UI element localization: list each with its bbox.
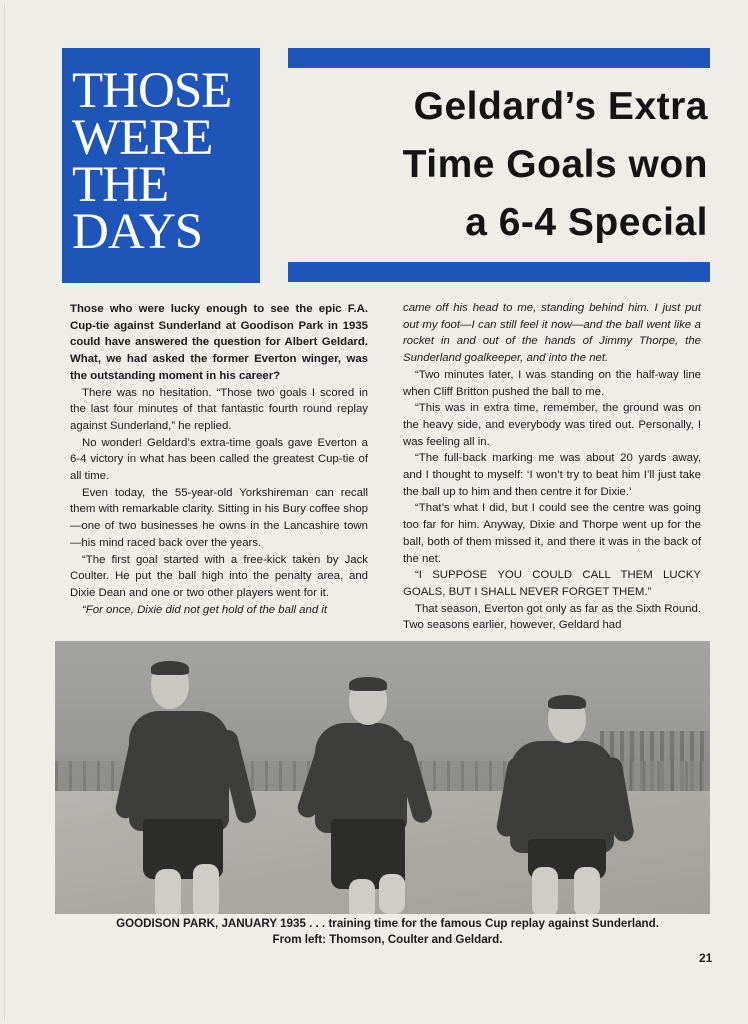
page-number: 21 — [699, 951, 713, 965]
caption-line: GOODISON PARK, JANUARY 1935 . . . training time for the famous Cup replay against Sunderland. — [116, 917, 659, 930]
article-paragraph: Even today, the 55-year-old Yorkshireman can recall them with remarkable clarity. Sitting in his Bury coffee shop—one of two businesses he owns in the Lancashire town—his mind raced back over the years. — [70, 486, 368, 549]
article-pull-quote: “I SUPPOSE YOU COULD CALL THEM LUCKY GOALS, BUT I SHALL NEVER FORGET THEM.” — [403, 569, 701, 598]
masthead-line: DAYS — [72, 204, 203, 260]
article-paragraph: That season, Everton got only as far as the Sixth Round. Two seasons earlier, however, Geldard had — [403, 602, 701, 632]
masthead-line: WERE — [72, 110, 213, 166]
article-paragraph: “For once, Dixie did not get hold of the ball and it — [82, 603, 328, 616]
article-column-right — [403, 300, 701, 634]
headline-line: a 6-4 Special — [465, 201, 708, 244]
article-column-left — [70, 301, 368, 618]
article-paragraph: “The first goal started with a free-kick taken by Jack Coulter. He put the ball high into the penalty area, and Dixie Dean and one or two other players went for it. — [70, 553, 368, 599]
caption-line: From left: Thomson, Coulter and Geldard. — [272, 933, 503, 946]
article-paragraph: “This was in extra time, remember, the ground was on the heavy side, and everybody was tired out. Personally, I was feeling all in. — [403, 402, 701, 448]
series-masthead — [62, 48, 260, 283]
headline-line: Time Goals won — [402, 143, 708, 186]
masthead-line: THE — [72, 157, 169, 213]
article-paragraph: “The full-back marking me was about 20 yards away, and I thought to myself: ‘I won’t try to beat him I’ll just take the ball up to him and then centre it for Dixie.’ — [403, 452, 701, 498]
headline-rule-bottom — [288, 262, 710, 282]
article-paragraph: There was no hesitation. “Those two goals I scored in the last four minutes of that fantastic fourth round replay against Sunderland,” he replied. — [70, 386, 368, 432]
headline-line: Geldard’s Extra — [413, 85, 708, 128]
article-paragraph: No wonder! Geldard’s extra-time goals gave Everton a 6-4 victory in what has been called the greatest Cup-tie of all time. — [70, 436, 368, 483]
training-photo — [55, 641, 710, 914]
article-paragraph: came off his head to me, standing behind him. I just put out my foot—I can still feel it now—and the ball went like a rocket in and out of the hands of Jimmy Thorpe, the Sunderland goalkeeper, and into the net. — [403, 302, 701, 365]
article-headline — [288, 78, 708, 252]
article-intro: Those who were lucky enough to see the epic F.A. Cup-tie against Sunderland at Goodison Park in 1935 could have answered the question for Albert Geldard. What, we had asked the former Everton winger, was the outstanding moment in his career? — [70, 303, 368, 382]
headline-rule-top — [288, 48, 710, 68]
article-paragraph: “Two minutes later, I was standing on the half-way line when Cliff Britton pushed the ball to me. — [403, 368, 701, 398]
masthead-line: THOSE — [72, 63, 232, 119]
article-paragraph: “That’s what I did, but I could see the centre was going too far for him. Anyway, Dixie and Thorpe went up for the ball, both of them missed it, and there it was in the back of the net. — [403, 502, 701, 565]
photo-caption — [55, 916, 720, 948]
